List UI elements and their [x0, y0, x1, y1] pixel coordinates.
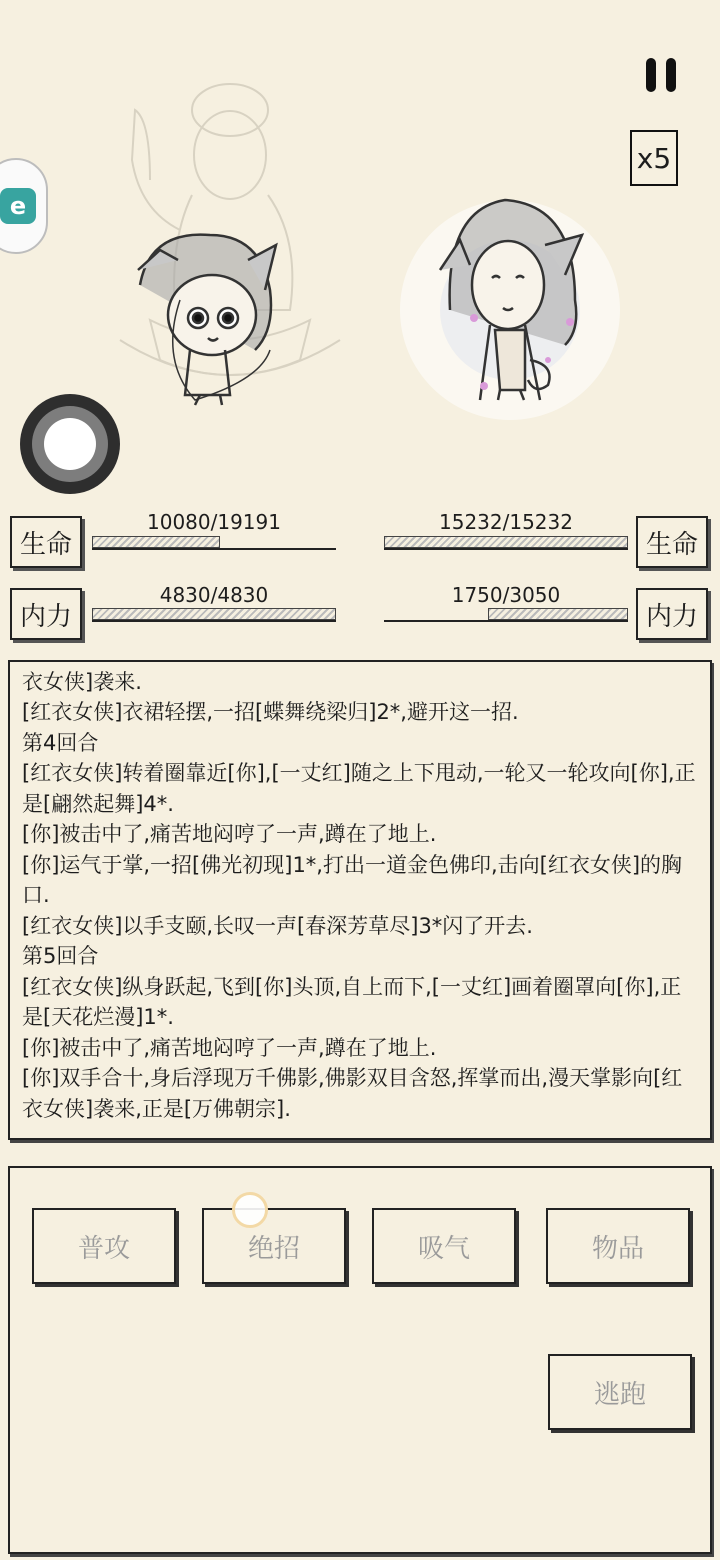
- log-line: [你]双手合十,身后浮现万千佛影,佛影双目含怒,挥掌而出,漫天掌影向[红衣女侠]袭来,正是[万佛朝宗].: [22, 1066, 683, 1121]
- enemy-hp-label: 生命: [636, 516, 708, 568]
- player-hp-fill: [92, 536, 220, 548]
- player-hp-value: 10080/19191: [147, 510, 281, 534]
- battle-log[interactable]: [8, 660, 712, 1140]
- enemy-hp-value: 15232/15232: [439, 510, 573, 534]
- battle-scene: [0, 60, 720, 460]
- log-line: [红衣女侠]以手支颐,长叹一声[春深芳草尽]3*闪了开去.: [22, 913, 533, 938]
- enemy-mp-label: 内力: [636, 588, 708, 640]
- joystick-ring: [32, 406, 108, 482]
- battle-log-content: [22, 667, 700, 1125]
- joystick-knob[interactable]: [44, 418, 96, 470]
- log-line: [红衣女侠]衣裙轻摆,一招[蝶舞绕梁归]2*,避开这一招.: [22, 700, 519, 724]
- attack-button[interactable]: 普攻: [32, 1208, 176, 1284]
- log-line: [你]被击中了,痛苦地闷哼了一声,蹲在了地上.: [22, 822, 437, 846]
- enemy-hp-fill: [384, 536, 628, 548]
- player-hp-label: 生命: [10, 516, 82, 568]
- log-line: [红衣女侠]转着圈靠近[你],[一丈红]随之上下甩动,一轮又一轮攻向[你],正是[翩然起舞]4*.: [22, 761, 696, 816]
- log-line: 第4回合: [22, 730, 99, 755]
- log-line: [你]被击中了,痛苦地闷哼了一声,蹲在了地上.: [22, 1035, 437, 1060]
- items-button[interactable]: 物品: [546, 1208, 690, 1284]
- enemy-hp-bar: [384, 536, 628, 550]
- ultimate-button[interactable]: 绝招: [202, 1208, 346, 1284]
- speed-toggle-button[interactable]: x5: [630, 130, 678, 186]
- player-mp-value: 4830/4830: [159, 583, 269, 607]
- player-character: [138, 235, 276, 405]
- virtual-joystick[interactable]: [20, 394, 120, 494]
- breathe-button[interactable]: 吸气: [372, 1208, 516, 1284]
- flee-button[interactable]: 逃跑: [548, 1354, 692, 1430]
- enemy-mp-bar: [384, 608, 628, 622]
- player-mp-label: 内力: [10, 588, 82, 640]
- log-line: [红衣女侠]纵身跃起,飞到[你]头顶,自上而下,[一丈红]画着圈罩向[你],正是[天花烂漫]1*.: [22, 974, 682, 1029]
- touch-indicator: [232, 1192, 268, 1228]
- log-line: [你]运气于掌,一招[佛光初现]1*,打出一道金色佛印,击向[红衣女侠]的胸口.: [22, 852, 683, 907]
- log-line: 衣女侠]袭来.: [22, 669, 142, 694]
- enemy-mp-value: 1750/3050: [451, 583, 561, 607]
- log-line: 第5回合: [22, 944, 99, 968]
- player-mp-bar: [92, 608, 336, 622]
- enemy-mp-fill: [488, 608, 628, 620]
- app-logo-icon: e: [0, 188, 36, 224]
- player-mp-fill: [92, 608, 336, 620]
- player-hp-bar: [92, 536, 336, 550]
- enemy-character: [400, 200, 620, 420]
